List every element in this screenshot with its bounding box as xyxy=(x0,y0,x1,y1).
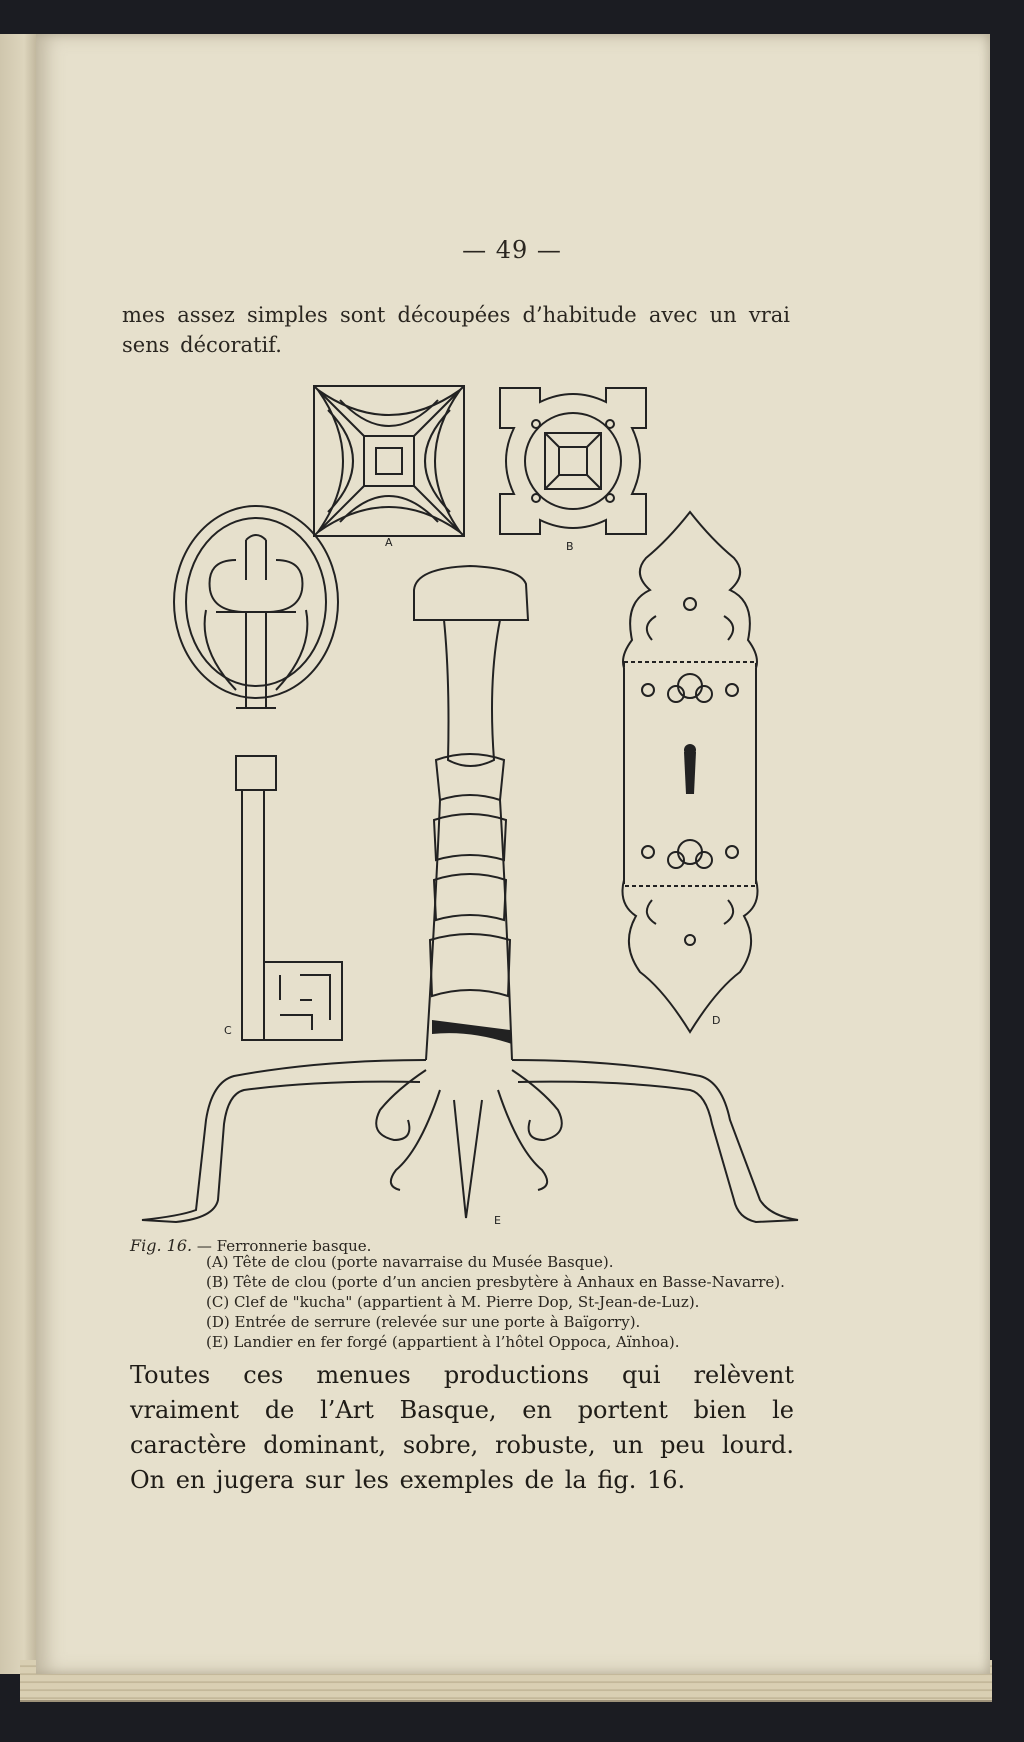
nail-head-b-illustration xyxy=(500,388,646,534)
figure-label: Fig. 16. xyxy=(130,1236,193,1255)
figure-letter-b: B xyxy=(566,540,574,553)
figure-letter-d: D xyxy=(712,1014,721,1027)
page-number: — 49 — xyxy=(462,236,562,264)
closing-paragraph: Toutes ces menues productions qui relèvent vraiment de l’Art Basque, en portent bien le caractère dominant, sobre, robuste, un peu lourd. On en jugera sur les exemples de la fig. 16. xyxy=(130,1361,794,1494)
caption-item-d: (D) Entrée de serrure (relevée sur une porte à Baïgorry). xyxy=(206,1313,641,1331)
caption-item-c: (C) Clef de "kucha" (appartient à M. Pierre Dop, St-Jean-de-Luz). xyxy=(206,1293,700,1311)
nail-head-a-illustration xyxy=(314,386,464,536)
figure-letter-e: E xyxy=(494,1214,501,1227)
caption-item-e: (E) Landier en fer forgé (appartient à l’hôtel Oppoca, Aïnhoa). xyxy=(206,1333,680,1351)
andiron-e-illustration xyxy=(142,566,798,1222)
figure-letter-a: A xyxy=(385,536,393,549)
caption-item-b: (B) Tête de clou (porte d’un ancien presbytère à Anhaux en Basse-Navarre). xyxy=(206,1273,785,1291)
key-c-illustration xyxy=(174,506,342,1040)
caption-item-a: (A) Tête de clou (porte navarraise du Musée Basque). xyxy=(206,1253,614,1271)
figure-title: — Ferronnerie basque. xyxy=(196,1237,372,1255)
figure-caption-list xyxy=(206,1252,785,1352)
intro-paragraph: mes assez simples sont découpées d’habitude avec un vrai sens décoratif. xyxy=(122,303,790,357)
escutcheon-d-illustration xyxy=(623,512,758,1032)
figure-letter-c: C xyxy=(224,1024,232,1037)
